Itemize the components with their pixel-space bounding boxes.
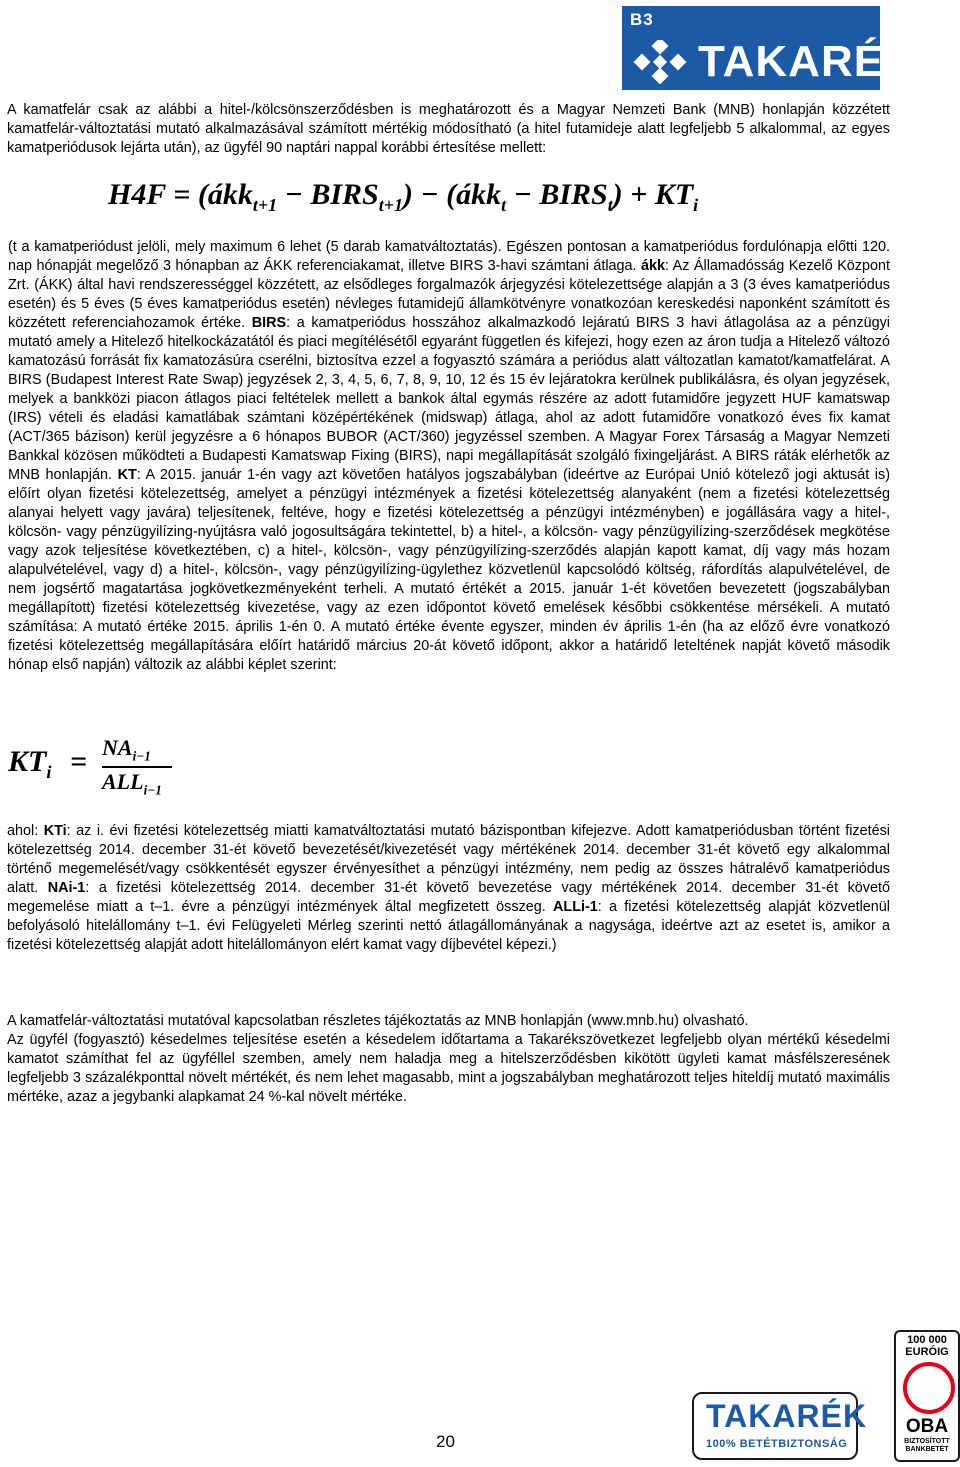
formula-kt: $KT_i$ = $NA_{i-1}$ $ALL_{i-1}$ [8, 735, 178, 801]
formula-h4f: H4F = (ákk$_{t+1}$ − $BIRS_{t+1}$) − (ákk$_t$ − $BIRS_t) + KT_i$ [108, 178, 699, 215]
logo-word: TAKARÉK [698, 37, 917, 86]
oba-badge [894, 1330, 960, 1462]
oba-abbr: OBA [905, 1416, 949, 1437]
paragraph-definitions: (t a kamatperiódust jelöli, mely maximum 6 lehet (5 darab kamatváltoztatás). Egészen pontosan a kamatperiódus fordulónapja előtti 120. nap hónapját megelőző 3 hónapban az ÁKK referenciakamat, illetve BIRS 3-havi számtani átlaga. ákk: Az Államadósság Kezelő Központ Zrt. (ÁKK) által havi rendszerességgel közzétett, az elsődleges forgalmazók árjegyzési kötelezettsége alapján a 3 (3 éves kamatperiódus esetén) és 5 éves (5 éves kamatperiódus esetén) névleges futamidejű államkötvényre vonatkozóan kereskedési naponként számított és közzétett referenciahozamok értéke. BIRS: a kamatperiódus hosszához alkalmazkodó lejáratú BIRS 3 havi átlagolása az a pénzügyi mutató amely a Hitelező hitelkockázatától és piaci megítélésétől egyaránt független és kifejezi, hogy ezen az áron tudja a Hitelező változó kamatozású forrását fix kamatozásúra cserélni, biztosítva ezzel a fogyasztó számára a periódus alatt változatlan kamatot/kamatfelárat. A BIRS (Budapest Interest Rate Swap) jegyzések 2, 3, 4, 5, 6, 7, 8, 9, 10, 12 és 15 év lejáratokra kerülnek publikálásra, és olyan jegyzések, melyek a bankközi piacon átlagos piaci feltételek mellett a bankok által egymás részére az adott futamidőre jegyzett HUF kamatswap (IRS) vételi és eladási kamatlábak számtani középértékének (midswap) átlaga, ahol az adott futamidőre vonatkozó éves fix kamat (ACT/365 bázison) kerül jegyzésre a 6 hónapos BUBOR (ACT/360) jegyzéssel szemben. A Magyar Forex Társaság a Magyar Nemzeti Bankkal közösen működteti a Budapesti Kamatswap Fixing (BIRS), napi megállapítását szolgáló fixingeljárást. A BIRS ráták elérhetők az MNB honlapján. KT: A 2015. január 1-én vagy azt követően hatályos jogszabályban (ideértve az Európai Unió kötelező jogi aktusát is) előírt olyan fizetési kötelezettség, amelyet a pénzügyi intézmények a fizetési kötelezettség alanyaként (nem a fizetési kötelezettség alanyai helyett vagy javára) teljesítenek, feltéve, hogy e fizetési kötelezettség a pénzügyi intézményben) e jogállására vagy a hitel-, kölcsön- vagy pénzügyilízing-nyújtásra való jogosultságára tekintettel, b) a hitel-, a kölcsön- vagy pénzügyilízing-szerződések megkötése vagy azok teljesítése következtében, c) a hitel-, kölcsön-, vagy pénzügyilízing-szerződés alapján kapott kamat, díj vagy más hozam alapulvételével, vagy d) a hitel-, kölcsön-, vagy pénzügyilízing-ügylethez közvetlenül kapcsolódó költség, ráfordítás alapulvételével, de nem jogsértő magatartása jogkövetkezményeként terheli. A mutató értékét a 2015. január 1-ét követően bevezetett (jogszabályban megállapított) fizetési kötelezettség kivezetése, vagy az ezen időpontot követő emelések későbbi csökkentése mérsékeli. A mutató számítása: A mutató értéke 2015. április 1-én 0. A mutató értéke évente egyszer, minden év április 1-én (ha az előző évre vonatkozó fizetési kötelezettség megállapítására előírt határidő március 20-át követő időpont, akkor a határidő leteltének napját követő második hónap első napján) változik az alábbi képlet szerint: [8, 239, 890, 673]
badge-slogan: 100% BETÉTBIZTONSÁG [706, 1438, 848, 1450]
takarek-mark-icon [630, 40, 690, 84]
oba-caption: BIZTOSÍTOTT BANKBETÉT [904, 1438, 950, 1453]
oba-amount: 100 000 EURÓIG [905, 1334, 949, 1358]
page-number: 20 [436, 1432, 455, 1451]
paragraph-late-interest: Az ügyfél (fogyasztó) késedelmes teljesítése esetén a késedelem időtartama a Takarékszövetkezet legfeljebb olyan mértékű késedelmi kamatot számíthat fel az ügyféllel szemben, amely nem haladja meg a hitelszerződésben kikötött ügyleti kamat másfélszeresének legfeljebb 3 százalékponttal növelt mértékét, és nem lehet magasabb, mint a jogszabályban meghatározott teljes hiteldíj mutató maximális mértéke, azaz a jegybanki alapkamat 24 %-kal növelt mértéke. [7, 1032, 890, 1105]
paragraph-intro: A kamatfelár csak az alábbi a hitel-/kölcsönszerződésben is meghatározott és a Magyar Nemzeti Bank (MNB) honlapján közzétett kamatfelár-változtatási mutató alkalmazásával számított mértékig módosítható (a hitel futamideje alatt legfeljebb 5 alkalommal, az egyes kamatperiódusok lejárta után), az ügyfél 90 naptári nappal korábbi értesítése mellett: [7, 102, 890, 156]
badge-word: TAKARÉK [706, 1398, 868, 1434]
paragraph-ahol: ahol: KTi: az i. évi fizetési kötelezettség miatti kamatváltoztatási mutató bázispontban kifejezve. Adott kamatperiódusban történt fizetési kötelezettség 2014. december 31-ét követő bevezetését/kivezetését vagy mértékének 2014. december 31-ét követő egy alkalommal történő megemelését/vagy csökkentését egyszer érvényesíthet a pénzügyi intézmény, nem pedig az összes hátralévő kamatperiódus alatt. NAi-1: a fizetési kötelezettség 2014. december 31-ét követő bevezetése vagy mértékének 2014. december 31-ét követő megemelése miatt a t–1. évre a pénzügyi intézmények által megfizetett összeg. ALLi-1: a fizetési kötelezettség alapját közvetlenül befolyásoló hitelállomány t–1. évi Felügyeleti Mérleg szerinti nettó átlagállományának a nagysága, ideértve azt az esetet is, amikor a fizetési kötelezettség alapját adott hitelállományon elért kamat vagy díjbevétel képezi.) [7, 823, 890, 953]
takarek-logo [622, 6, 917, 90]
paragraph-mnb-info: A kamatfelár-változtatási mutatóval kapcsolatban részletes tájékoztatás az MNB honlapján (www.mnb.hu) olvasható. [7, 1013, 749, 1029]
takarek-guarantee-badge [692, 1392, 868, 1460]
logo-prefix: B3 [630, 10, 654, 29]
oba-ring-icon [903, 1362, 955, 1414]
